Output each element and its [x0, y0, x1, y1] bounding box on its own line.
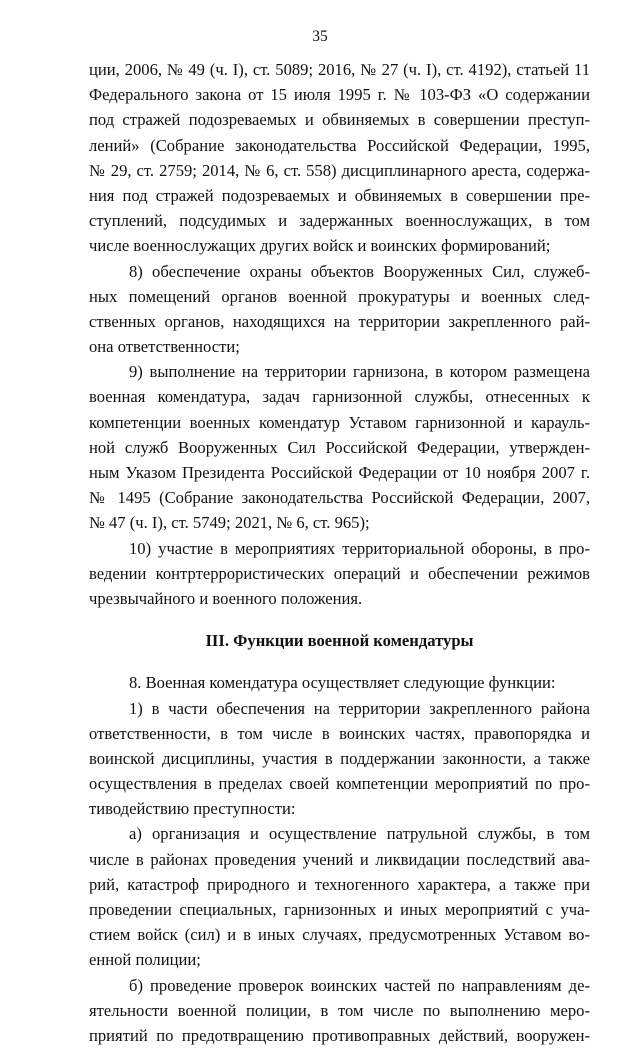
text-line: приятий по предотвращению противоправных действий, вооружен- [89, 1025, 590, 1045]
text-line: 10) участие в мероприятиях территориальной обороны, в про- [129, 538, 590, 558]
text-line: ятельности военной полиции, в том числе по выполнению меро- [89, 1000, 590, 1020]
text-line: ния под стражей подозреваемых и обвиняемых в совершении пре- [89, 185, 590, 205]
text-line: проведении специальных, гарнизонных и иных мероприятий с уча- [89, 900, 590, 919]
text-line: а) организация и осуществление патрульной службы, в том [129, 824, 590, 844]
text-line: рий, катастроф природного и техногенного характера, а также при [89, 874, 590, 894]
text-line: ственных органов, находящихся на территории закрепленного рай- [89, 311, 590, 331]
text-line: осуществления в пределах своей компетенции мероприятий по про- [89, 774, 590, 794]
paragraph [89, 57, 590, 259]
text-line: енной полиции; [89, 950, 201, 970]
text-line: стием войск (сил) и в иных случаях, предусмотренных Уставом во- [89, 925, 590, 945]
paragraph [89, 259, 590, 360]
text-line: военная комендатура, задач гарнизонной службы, отнесенных к [89, 387, 590, 407]
paragraph [89, 973, 590, 1048]
text-line: № 47 (ч. I), ст. 5749; 2021, № 6, ст. 965); [89, 513, 370, 533]
text-line: 8. Военная комендатура осуществляет следующие функции: [129, 673, 556, 693]
text-line: воинской дисциплины, участия в поддержании законности, а также [89, 748, 590, 768]
text-line: № 29, ст. 2759; 2014, № 6, ст. 558) дисциплинарного ареста, содержа- [89, 160, 590, 180]
text-line: под стражей подозреваемых и обвиняемых в совершении преступ- [89, 110, 590, 130]
text-line: тиводействию преступности: [89, 799, 296, 819]
text-line: Федерального закона от 15 июля 1995 г. № 103-ФЗ «О содержании [89, 85, 590, 105]
text-line: ции, 2006, № 49 (ч. I), ст. 5089; 2016, № 27 (ч. I), ст. 4192), статьей 11 [89, 60, 590, 79]
text-line: чрезвычайного и военного положения. [89, 588, 363, 608]
text-line: № 1495 (Собрание законодательства Российской Федерации, 2007, [89, 488, 590, 508]
paragraph [89, 536, 590, 612]
text-line: она ответственности; [89, 337, 240, 357]
section-heading: III. Функции военной комендатуры [205, 631, 474, 651]
text-line: лений» (Собрание законодательства Российской Федерации, 1995, [89, 135, 590, 155]
text-line: числе в районах проведения учений и ликвидации последствий ава- [89, 849, 590, 869]
text-line: ной служб Вооруженных Сил Российской Федерации, утвержден- [89, 437, 590, 457]
text-line: 8) обеспечение охраны объектов Вооруженных Сил, служеб- [129, 261, 590, 281]
text-line: 9) выполнение на территории гарнизона, в котором размещена [129, 362, 590, 382]
text-line: компетенции военных комендатур Уставом гарнизонной и карауль- [89, 412, 590, 432]
text-line: 1) в части обеспечения на территории закрепленного района [129, 698, 590, 718]
text-line: числе военнослужащих других войск и воинских формирований; [89, 236, 551, 256]
document-body [89, 57, 590, 1048]
page-number: 35 [312, 28, 328, 45]
paragraph [89, 670, 590, 695]
text-line: б) проведение проверок воинских частей по направлениям де- [129, 975, 590, 995]
paragraph [89, 696, 590, 822]
text-line: ответственности, в том числе в воинских частях, правопорядка и [89, 723, 590, 743]
paragraph [89, 359, 590, 535]
text-line: ведении контртеррористических операций и обеспечении режимов [89, 563, 590, 583]
paragraph [89, 821, 590, 972]
text-line: ных помещений органов военной прокуратуры и военных след- [89, 286, 590, 306]
text-line: ступлений, подсудимых и задержанных военнослужащих, в том [89, 211, 590, 231]
text-line: ным Указом Президента Российской Федерации от 10 ноября 2007 г. [89, 463, 590, 482]
